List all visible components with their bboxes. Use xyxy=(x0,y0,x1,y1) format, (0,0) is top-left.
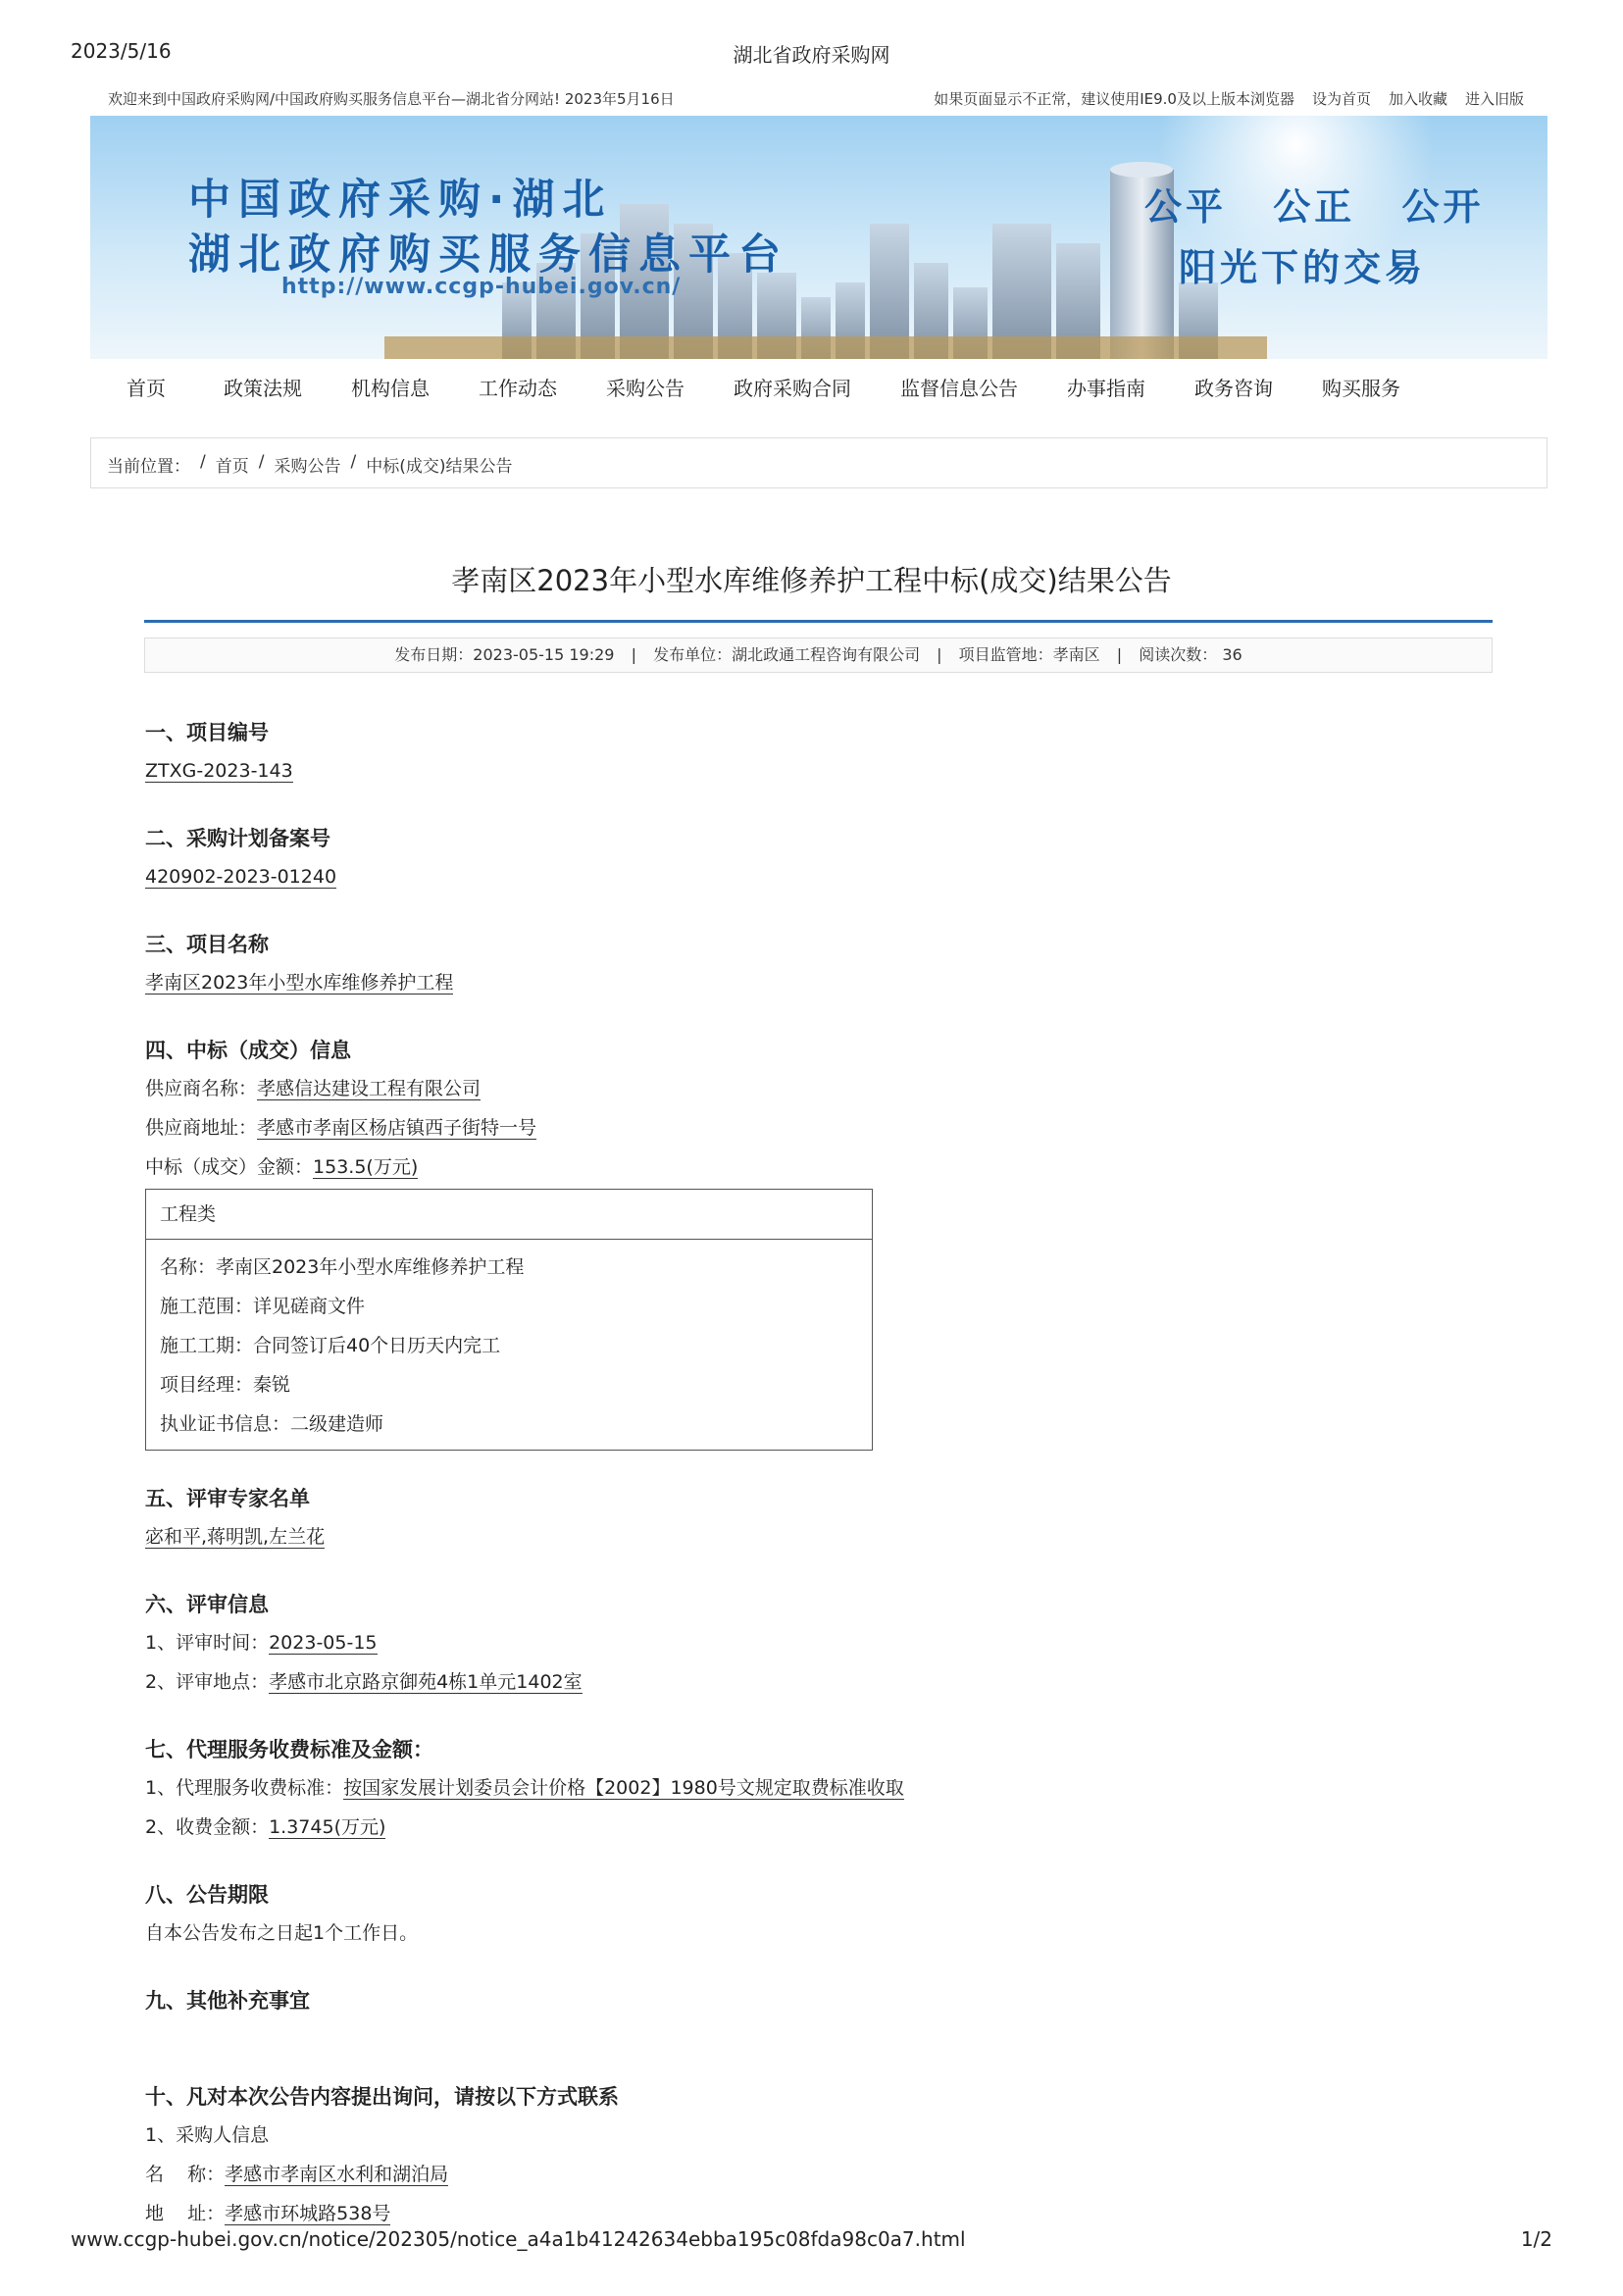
field-label: 2、评审地点： xyxy=(145,1671,270,1693)
box-header: 工程类 xyxy=(146,1190,872,1240)
box-line: 名称：孝南区2023年小型水库维修养护工程 xyxy=(160,1256,525,1278)
view-count: 阅读次数： 36 xyxy=(1139,645,1243,664)
banner-slogan-2: 阳光下的交易 xyxy=(1179,246,1427,289)
field-label: 名 称： xyxy=(145,2164,226,2185)
top-links xyxy=(934,88,1524,109)
review-place: 孝感市北京路京御苑4栋1单元1402室 xyxy=(269,1671,583,1693)
print-url: www.ccgp-hubei.gov.cn/notice/202305/notice_a4a1b41242634ebba195c08fda98c0a7.html xyxy=(71,2227,966,2251)
fee-standard-row xyxy=(145,1768,1420,1808)
page-title: 孝南区2023年小型水库维修养护工程中标(成交)结果公告 xyxy=(451,564,1172,597)
box-line: 项目经理：秦锐 xyxy=(160,1374,291,1396)
box-line: 施工范围：详见磋商文件 xyxy=(160,1296,366,1317)
section-heading: 七、代理服务收费标准及金额： xyxy=(145,1738,433,1761)
engineering-info-box xyxy=(145,1189,873,1451)
field-label: 1、代理服务收费标准： xyxy=(145,1777,344,1799)
nav-services[interactable]: 购买服务 xyxy=(1322,377,1400,400)
banner-url: http://www.ccgp-hubei.gov.cn/ xyxy=(281,275,682,299)
nav-contracts[interactable]: 政府采购合同 xyxy=(734,377,851,400)
purchaser-name: 孝感市孝南区水利和湖泊局 xyxy=(225,2164,449,2185)
browser-tip: 如果页面显示不正常，建议使用IE9.0及以上版本浏览器 xyxy=(934,90,1294,108)
award-amount-row xyxy=(145,1148,1420,1187)
main-nav xyxy=(90,359,1547,418)
nav-policy[interactable]: 政策法规 xyxy=(224,377,302,400)
field-label: 供应商地址： xyxy=(145,1117,258,1139)
box-line: 执业证书信息：二级建造师 xyxy=(160,1413,384,1435)
print-site-title: 湖北省政府采购网 xyxy=(733,43,890,67)
section-heading: 四、中标（成交）信息 xyxy=(145,1039,351,1062)
award-amount: 153.5(万元) xyxy=(313,1156,419,1178)
review-time-row xyxy=(145,1623,1420,1662)
nav-news[interactable]: 工作动态 xyxy=(479,377,557,400)
nav-guide[interactable]: 办事指南 xyxy=(1067,377,1145,400)
fee-amount-row xyxy=(145,1808,1420,1847)
field-label: 供应商名称： xyxy=(145,1078,258,1099)
breadcrumb-sep: / xyxy=(200,452,206,472)
section-heading: 一、项目编号 xyxy=(145,721,269,744)
supplier-address-row xyxy=(145,1108,1420,1148)
nav-consult[interactable]: 政务咨询 xyxy=(1194,377,1273,400)
fee-standard: 按国家发展计划委员会计价格【2002】1980号文规定取费标准收取 xyxy=(343,1777,904,1799)
add-favorite-link[interactable]: 加入收藏 xyxy=(1388,90,1447,108)
field-label: 1、评审时间： xyxy=(145,1632,270,1654)
field-label: 中标（成交）金额： xyxy=(145,1156,314,1178)
purchaser-info-heading: 1、采购人信息 xyxy=(145,2124,270,2146)
section-heading: 八、公告期限 xyxy=(145,1883,269,1907)
meta-sep: | xyxy=(937,645,942,664)
region: 项目监管地：孝南区 xyxy=(958,645,1100,664)
article-meta xyxy=(144,638,1493,673)
nav-supervision[interactable]: 监督信息公告 xyxy=(900,377,1018,400)
fee-amount: 1.3745(万元) xyxy=(269,1816,386,1838)
old-version-link[interactable]: 进入旧版 xyxy=(1464,90,1524,108)
breadcrumb-label: 当前位置： xyxy=(107,457,190,477)
review-place-row xyxy=(145,1662,1420,1702)
expert-list: 宓和平,蒋明凯,左兰花 xyxy=(145,1526,326,1548)
banner-slogan-1: 公平 公正 公开 xyxy=(1144,185,1485,229)
box-line: 施工工期：合同签订后40个日历天内完工 xyxy=(160,1335,501,1356)
print-date: 2023/5/16 xyxy=(71,39,172,63)
nav-home[interactable]: 首页 xyxy=(127,377,166,400)
breadcrumb-sep: / xyxy=(258,452,265,472)
banner-title-1: 中国政府采购·湖北 xyxy=(188,176,613,225)
supplier-name: 孝感信达建设工程有限公司 xyxy=(257,1078,482,1099)
article-body xyxy=(145,714,1420,2233)
breadcrumb-home[interactable]: 首页 xyxy=(215,457,249,477)
breadcrumb xyxy=(90,437,1547,488)
purchaser-name-row xyxy=(145,2155,1420,2194)
meta-sep: | xyxy=(631,645,636,664)
banner-title-2: 湖北政府购买服务信息平台 xyxy=(188,230,788,280)
supplier-name-row xyxy=(145,1069,1420,1108)
print-page-number: 1/2 xyxy=(1520,2227,1552,2251)
section-heading: 六、评审信息 xyxy=(145,1593,269,1616)
welcome-text: 欢迎来到中国政府采购网/中国政府购买服务信息平台—湖北省分网站! 2023年5月16日 xyxy=(108,90,675,108)
purchaser-address: 孝感市环城路538号 xyxy=(225,2203,391,2224)
breadcrumb-announcements[interactable]: 采购公告 xyxy=(274,457,341,477)
field-label: 地 址： xyxy=(145,2203,226,2224)
section-heading: 三、项目名称 xyxy=(145,933,269,956)
print-header xyxy=(71,39,1552,69)
breadcrumb-sep: / xyxy=(350,452,357,472)
top-bar xyxy=(90,84,1547,114)
breadcrumb-current[interactable]: 中标(成交)结果公告 xyxy=(366,457,513,477)
project-number: ZTXG-2023-143 xyxy=(145,760,293,782)
field-label: 2、收费金额： xyxy=(145,1816,270,1838)
nav-agency[interactable]: 机构信息 xyxy=(351,377,430,400)
project-name: 孝南区2023年小型水库维修养护工程 xyxy=(145,972,454,994)
meta-sep: | xyxy=(1116,645,1123,664)
plan-record-number: 420902-2023-01240 xyxy=(145,866,337,888)
section-heading: 九、其他补充事宜 xyxy=(145,1989,310,2013)
title-divider xyxy=(144,620,1493,623)
publish-date: 发布日期：2023-05-15 19:29 xyxy=(394,645,615,664)
set-homepage-link[interactable]: 设为首页 xyxy=(1311,90,1371,108)
publisher: 发布单位：湖北政通工程咨询有限公司 xyxy=(653,645,921,664)
section-heading: 二、采购计划备案号 xyxy=(145,827,330,850)
section-heading: 十、凡对本次公告内容提出询问，请按以下方式联系 xyxy=(145,2085,619,2109)
supplier-address: 孝感市孝南区杨店镇西子街特一号 xyxy=(257,1117,537,1139)
print-footer xyxy=(71,2227,1552,2257)
notice-period: 自本公告发布之日起1个工作日。 xyxy=(145,1922,419,1944)
nav-announcements[interactable]: 采购公告 xyxy=(606,377,685,400)
review-time: 2023-05-15 xyxy=(269,1632,378,1654)
site-banner xyxy=(90,116,1547,359)
section-heading: 五、评审专家名单 xyxy=(145,1487,310,1510)
